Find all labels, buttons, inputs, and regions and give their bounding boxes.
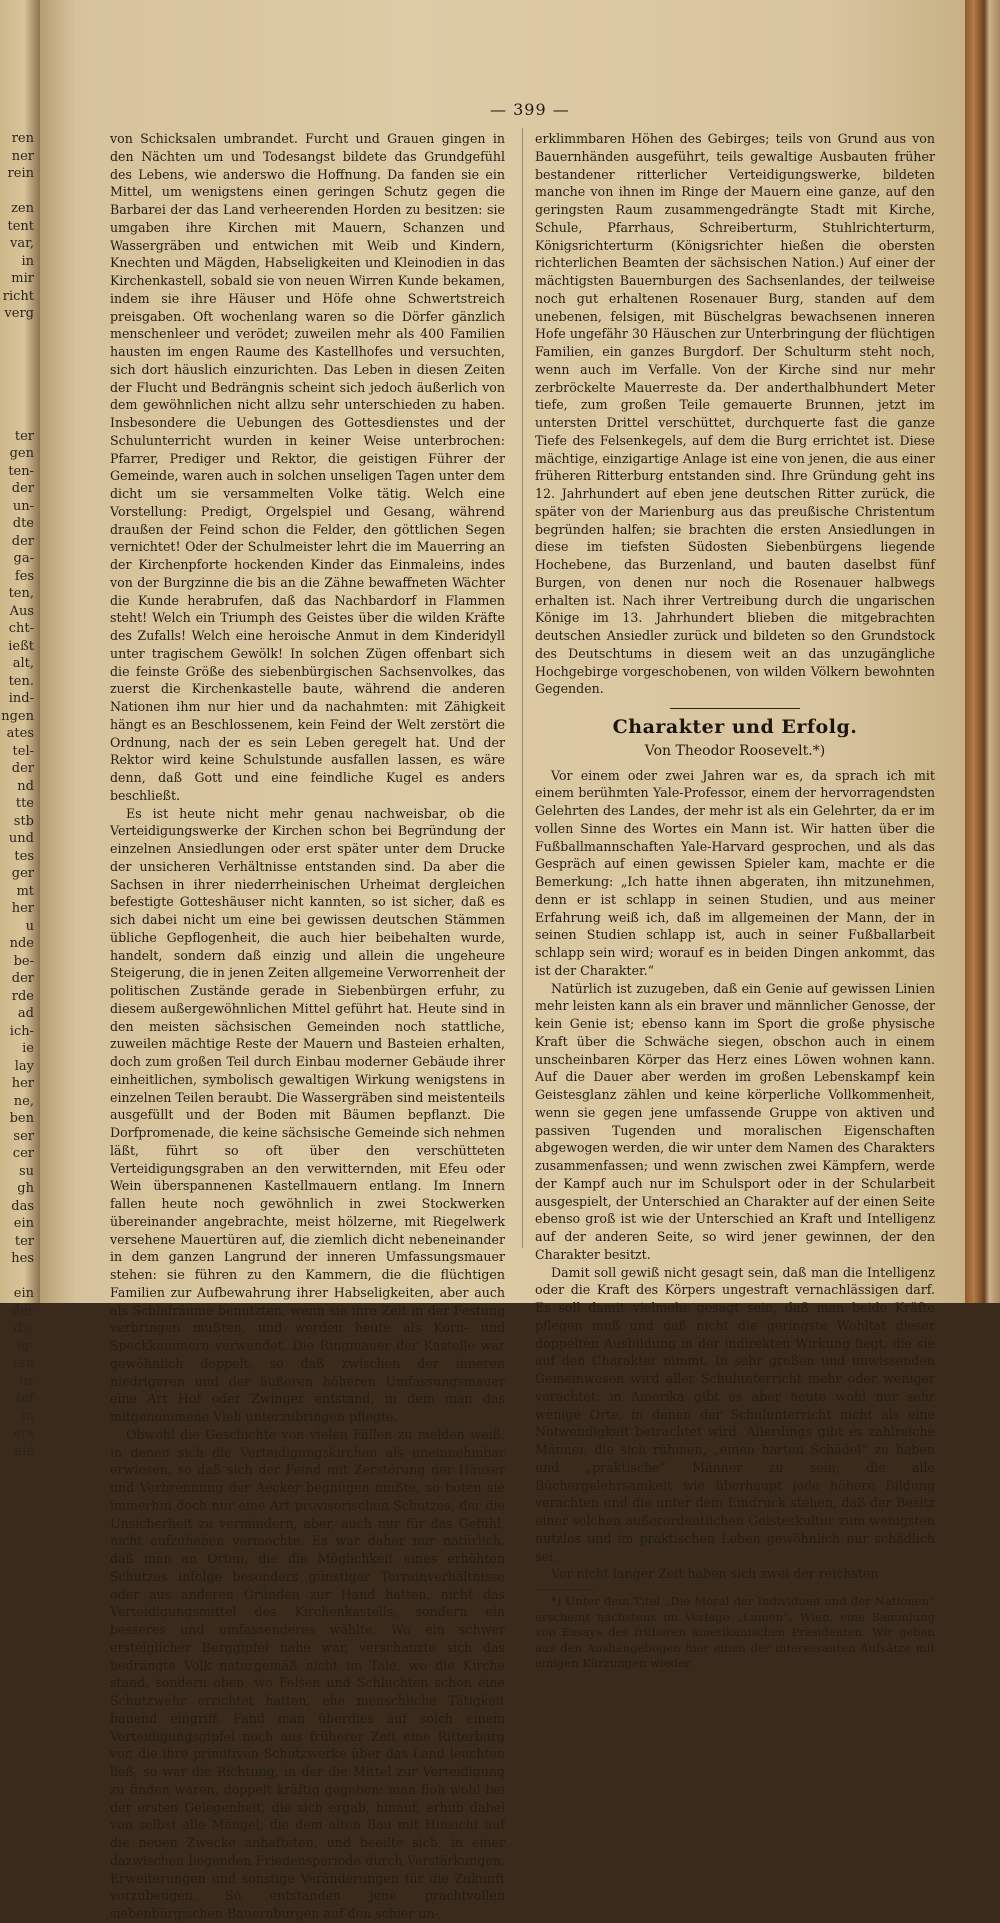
margin-fragment: ers [13,1426,34,1441]
margin-fragment: ie [22,1041,34,1056]
margin-fragment: u [25,918,34,934]
book-spine-edge [965,0,1000,1303]
margin-fragment: mt [16,883,34,899]
margin-fragment: ießt [8,638,34,654]
margin-fragment: cer [12,1146,34,1161]
margin-fragment [0,340,34,358]
margin-fragment: ren [11,131,34,146]
previous-page-margin-text [0,130,34,1459]
margin-fragment: be- [13,953,34,969]
left-paragraph-1: von Schicksalen umbrandet. Furcht und Grauen gingen in den Nächten um und Todesangst bildete das Grundgefühl des Lebens, wie anderswo die Hoffnung. Da fanden sie ein Mittel, um wenigstens einen geringen Schutz gegen die Barbarei der das Land verheerenden Horden zu besitzen: sie umgaben ihre Kirchen mit Mauern, Schanzen und Wassergräben und entwichen mit Weib und Kindern, Knechten und Mägden, Habseligkeiten und Kleinodien in das Kirchenkastell, sobald sie von neuen Wirren Kunde bekamen, indem sie ihre Häuser und Höfe ohne Schwertstreich preisgaben. Oft wochenlang waren so die Dörfer gänzlich menschenleer und verödet; zuweilen mehr als 400 Familien hausten im engen Raume des Kastellhofes und versuchten, sich dort häuslich einzurichten. Das Leben in diesen Zeiten der Flucht und Bedrängnis scheint sich jedoch äußerlich von dem gewöhnlichen nicht allzu sehr unterschieden zu haben. Insbesondere die Uebungen des Gottesdienstes und der Schulunterricht wurden in keiner Weise unterbrochen: Pfarrer, Prediger und Rektor, die geistigen Führer der Gemeinde, waren auch in solchen unseligen Tagen unter dem dicht um sie versammelten Volke tätig. Welch eine Vorstellung: Predigt, Orgelspiel und Gesang, während draußen der Feind schon die Felder, den göttlichen Segen vernichtet! Oder der Schulmeister lehrt die im Mauerring an der Kirchenpforte hockenden Kinder das Einmaleins, indes von der Burgzinne die bis an die Zähne bewaffneten Wächter die Kunde herabrufen, daß das Nachbardorf in Flammen steht! Welch ein Triumph des Geistes über die wilden Kräfte des Zufalls! Welch eine heroische Anmut in dem Kinderidyll unter tragischem Gewölk! In solchen Zügen offenbart sich die feinste Größe des siebenbürgischen Sachsenvolkes, das zuerst die Kirchenkastelle baute, während die anderen Nationen ihm nur hier und da nachahmten: mit Zähigkeit hängt es an Beschlossenem, kein Feind der Welt zerstört die Ordnung, nach der es sein Leben geregelt hat. Und der Rektor wird keine Schulstunde ausfallen lassen, es wäre denn, daß Gott und eine feindliche Kugel es anders beschließt. [110,131,505,803]
margin-fragment: ig- [17,1338,34,1354]
margin-fragment: ter [14,1233,34,1249]
margin-fragment: tes [14,848,34,864]
margin-fragment: ben [9,1111,34,1126]
margin-fragment: su [18,1163,34,1179]
margin-fragment: ten, [8,586,34,601]
left-paragraph-3: Obwohl die Geschichte von vielen Fällen zu melden weiß, in denen sich die Verteidigungskirchen als uneinnehmbar erwiesen, so daß sich der Feind mit Zerstörung der Häuser und Verbrennung der Aecker begnügen mußte, so boten sie immerhin doch nur eine Art provisorischen Schutzes, der die Unsicherheit zu vermindern, aber, auch nur für das Gefühl, nicht aufzuheben vermochte. Es war daher nur natürlich, daß man an Orten, die die Möglichkeit eines erhöhten Schutzes infolge besonders günstiger Terrainverhältnisse oder aus anderen Gründen zur Hand hatten, nicht das Verteidigungsmittel des Kirchenkastells, sondern ein besseres und umfassenderes wählte. Wo ein schwer ersteiglicher Berggipfel nahe war, verschanzte sich das bedrängte Volk naturgemäß nicht im Tale, wo die Kirche stand, sondern oben, wo Felsen und Schluchten schon eine Schutzwehr errichtet hatten, ehe menschliche Tätigkeit bauend eingriff. Fand man überdies auf solch einem Verteidigungsgipfel noch aus früherer Zeit eine Ritterburg vor, die ihre primitiven Schutzwerke über das Land leuchten ließ, so war die Richtung, in der die Mittel zur Verteidigung zu finden waren, doppelt kräftig gegeben: man floh wohl bei der ersten Gelegenheit, die sich ergab, hinauf, erhub dabei von selbst alle Mängel, die dem alten Bau mit Hinsicht auf die neuen Zwecke anhafteten, und beeilte sich, in einer dazwischen liegenden Friedensperiode durch Verstärkungen, Erweiterungen und sonstige Veränderungen für die Zukunft vorzubeugen. So entstanden jene prachtvollen siebenbürgischen Bauernburgen auf den schier un- [110,1426,505,1921]
margin-fragment: der [11,533,34,549]
margin-fragment: ger [11,866,34,881]
margin-fragment: cht- [8,621,34,636]
margin-fragment: das [11,1198,34,1214]
margin-fragment: der [11,1303,34,1319]
margin-fragment: ich- [9,1023,34,1039]
margin-fragment: ur [19,1373,34,1389]
margin-fragment: stb [13,813,34,829]
right-paragraph-continued: erklimmbaren Höhen des Gebirges; teils von Grund aus von Bauernhänden ausgeführt, teils gewaltige Ausbauten früher bestandener ritterlicher Verteidigungswerke, bildeten manche von ihnen im Ringe der Mauern eine ganze, auf den geringsten Raum zusammengedrängte Stadt mit Kirche, Schule, Pfarrhaus, Schreiberturm, Stuhlrichterturm, Königsrichterturm (Königsrichter hießen die obersten richterlichen Beamten der sächsischen Nation.) Auf einer der mächtigsten Bauernburgen des Sachsenlandes, der teilweise noch gut erhaltenen Rosenauer Burg, standen auf dem unebenen, felsigen, mit Büschelgras bewachsenen inneren Hofe ungefähr 30 Häuschen zur Unterbringung der flüchtigen Familien, ein ganzes Burgdorf. Der Schulturm steht noch, wenn auch im Verfalle. Von der Kirche sind nur mehr zerbröckelte Mauerreste da. Der anderthalbhundert Meter tiefe, zum großen Teile gemauerte Brunnen, jetzt im untersten Drittel verschüttet, durchquerte fast die ganze Tiefe des Felsenkegels, auf dem die Burg errichtet ist. Diese mächtige, einzigartige Anlage ist eine von jenen, die aus einer früheren Ritterburg entstanden sind. Ihre Gründung geht ins 12. Jahrhundert auf eben jene deutschen Ritter zurück, die später von der Marienburg aus das preußische Christentum begründen halfen; sie brachten die ersten Ansiedlungen in diese im tiefsten Südosten Siebenbürgens liegende Hochebene, das Burzenland, und bauten daselbst fünf Burgen, von denen nur noch die Rosenauer halbwegs erhalten ist. Nach ihrer Vertreibung durch die ungarischen Könige im 13. Jahrhundert blieben die mitgebrachten deutschen Ansiedler zurück und bildeten so den Grundstock des Deutschtums in diesem weit an das unzugängliche Hochgebirge vorgeschobenen, von wilden Völkern bewohnten Gegenden. [535,131,935,697]
margin-fragment: her [11,901,34,916]
margin-fragment: ner [11,148,34,164]
page-number: — 399 — [490,100,570,119]
margin-fragment: ten. [8,673,34,689]
left-column [110,130,505,1923]
margin-fragment: in [21,253,34,269]
margin-fragment: ser [13,1128,34,1144]
margin-fragment: mir [11,271,34,286]
margin-fragment: ten- [8,463,34,479]
left-paragraph-2: Es ist heute nicht mehr genau nachweisbar, ob die Verteidigungswerke der Kirchen schon bei Begründung der einzelnen Ansiedlungen oder erst später unter dem Drucke der unsicheren Verhältnisse entstanden sind. Da aber die Sachsen in ihrer niederrheinischen Urheimat dergleichen befestigte Gotteshäuser nicht kannten, so ist sicher, daß es sich dabei nicht um eine bei gewissen deutschen Stämmen übliche Gepflogenheit, die auch hier beibehalten wurde, handelt, sondern daß einzig und allein die ungeheure Steigerung, die in jenen Zeiten allgemeine Verworrenheit der politischen Zustände gerade in Siebenbürgen erfuhr, zu diesem außergewöhnlichen Mittel geführt hat. Heute sind in den meisten sächsischen Gemeinden noch stattliche, zuweilen mächtige Reste der Mauern und Basteien erhalten, doch zum großen Teil durch Einbau moderner Gebäude ihrer einheitlichen, symbolisch gewaltigen Wirkung wenigstens in einzelnen Teilen beraubt. Die Wassergräben sind meistenteils ausgefüllt und der Boden mit Bäumen bepflanzt. Die Dorfpromenade, die keine sächsische Gemeinde sich nehmen läßt, führt so oft über den verschütteten Verteidigungsgraben an den verwitternden, mit Efeu oder Wein überspannenen Kastellmauern entlang. Im Innern fallen heute noch gewöhnlich in zwei Stockwerken übereinander angebrachte, meist hölzerne, mit Riegelwerk versehene Mauertüren auf, die ziemlich dicht nebeneinander in dem ganzen Langrund der inneren Umfassungsmauer stehen: sie führen zu den Kammern, die die flüchtigen Familien zur Aufbewahrung ihrer Habseligkeiten, aber auch als Schlafräume benutzten, wenn sie ihre Zeit in der Festung verbringen mußten, und werden heute als Korn- und Speckkammern verwendet. Die Ringmauer der Kastelle war gewöhnlich doppelt, so daß zwischen der inneren niedrigeren und der äußeren höheren Umfassungsmauer eine Art Hof oder Zwinger entstand, in dem man das mitgenommene Vieh unterzubringen pflegte. [110,805,505,1424]
margin-fragment: tef [16,1391,34,1406]
margin-fragment: lay [14,1058,34,1074]
margin-fragment [0,323,34,341]
margin-fragment: ter [14,428,34,444]
margin-fragment: dte [12,516,34,531]
margin-fragment: ad [17,1006,34,1021]
margin-fragment: un- [12,498,34,514]
margin-fragment: nde [9,936,34,951]
margin-fragment: her [11,1076,34,1091]
margin-fragment: rein [7,166,34,181]
margin-fragment: alt, [12,656,34,671]
article-paragraph-2: Natürlich ist zuzugeben, daß ein Genie auf gewissen Linien mehr leisten kann als ein braver und männlicher Genosse, der kein Genie ist; ebenso kann im Sport die große physische Kraft über die Schwäche siegen, obschon auch in einem unscheinbaren Körper das Herz eines Löwen wohnen kann. Auf die Dauer aber werden im großen Lebenskampf kein Geistesglanz zählen und keine körperliche Vollkommenheit, wenn sie gegen jene umfassende Gruppe von aktiven und passiven Tugenden und moralischen Eigenschaften abgewogen werden, die wir unter dem Namen des Charakters zusammenfassen; und wenn zwischen zwei Kämpfern, werde der Kampf auch nur im Schulsport oder in der Schularbeit ausgespielt, der Unterschied an Charakter auf der einen Seite ebenso groß ist wie der Unterschied an Kraft und Intelligenz auf der anderen Seite, so wird jener gewinnen, der den Charakter besitzt. [535,980,935,1262]
margin-fragment: ein [13,1216,34,1231]
margin-fragment: zen [11,201,34,216]
margin-fragment: ne, [13,1093,34,1109]
margin-fragment: ten [12,1356,34,1371]
right-column [535,130,935,1672]
margin-fragment: hes [11,1251,34,1266]
margin-fragment: ngen [1,708,34,724]
margin-fragment: verg [4,306,34,321]
margin-fragment: ates [6,726,34,741]
margin-fragment: ind- [8,691,34,706]
footnote [535,1594,935,1672]
article-title: Charakter und Erfolg. [612,716,858,738]
margin-fragment: der [11,971,34,986]
margin-fragment [0,1268,34,1286]
margin-fragment: tent [7,218,34,234]
margin-fragment: in [21,1408,34,1424]
section-rule [670,708,800,709]
footnote-rule [535,1589,595,1590]
margin-fragment: nd [17,778,34,794]
margin-fragment: ga- [13,551,34,566]
margin-fragment: gen [9,446,34,461]
article-author: Von Theodor Roosevelt.*) [644,742,826,759]
margin-fragment: fes [14,568,34,584]
margin-fragment: und [8,831,34,846]
article-paragraph-4: Vor nicht langer Zeit haben sich zwei der reichsten [551,1566,879,1582]
footnote-text: *) Unter dem Titel „Die Moral der Individuen und der Nationen“ erscheint nächstens im Verlage „Lumen“, Wien, eine Sammlung von Essays des früheren amerikanischen Präsidenten. Wir geben aus den Aushängebogen hier einen der interessanten Aufsätze mit einigen Kürzungen wieder. [535,1594,935,1670]
margin-fragment: die [13,1321,34,1336]
article-paragraph-1: Vor einem oder zwei Jahren war es, da sprach ich mit einem berühmten Yale-Professor, einem der hervorragendsten Gelehrten des Landes, der mehr ist als ein Gelehrter, da er im vollen Sinne des Wortes ein Mann ist. Wir hatten über die Fußballmannschaften Yale-Harvard gesprochen, und als das Gespräch auf einen gewissen Spieler kam, machte er die Bemerkung: „Ich hatte ihnen abgeraten, ihn mitzunehmen, denn er ist schlapp in seinen Studien, und aus meiner Erfahrung weiß ich, daß im allgemeinen der Mann, der in seinen Studien schlapp ist, auch in seiner Fußballarbeit schlapp sein wird; worauf es in beiden Dingen ankommt, das ist der Charakter.“ [535,767,935,978]
margin-fragment: Aus [9,603,34,619]
margin-fragment: ein [13,1286,34,1301]
column-divider [522,128,523,1248]
margin-fragment [0,183,34,201]
book-page [40,0,965,1921]
margin-fragment: richt [2,288,34,304]
margin-fragment: der [11,481,34,496]
article-paragraph-3: Damit soll gewiß nicht gesagt sein, daß man die Intelligenz oder die Kraft des Körpers ungestraft vernachlässigen darf. Es soll damit vielmehr gesagt sein, daß man beide Kräfte pflegen muß und daß nicht die geringste Wohltat dieser doppelten Ausbildung in der indirekten Wirkung liegt, die sie auf den Charakter nimmt. In sehr großen und unwissenden Gemeinwesen wird aller Schulunterricht mehr oder weniger verachtet; in Amerika gibt es aber heute wohl nur sehr wenige Orte, in denen der Schulunterricht nicht als eine Notwendigkeit betrachtet wird. Allerdings gibt es zahlreiche Männer, die sich rühmen, „einen harten Schädel“ zu haben und „praktische“ Männer zu sein, die alle Büchergelehrsamkeit wie überhaupt jede höhere Bildung verachten und die unter dem Eindruck stehen, daß der Besitz einer solchen außerordentlichen Geisteskultur zum wenigsten nutzlos und im praktischen Leben gewöhnlich nur schädlich sei. [535,1264,935,1564]
margin-fragment: rde [11,988,34,1004]
margin-fragment: tte [15,796,34,811]
margin-fragment [0,375,34,393]
margin-fragment [0,358,34,376]
margin-fragment: gh [17,1181,34,1196]
margin-fragment [0,410,34,428]
margin-fragment: tel- [12,743,34,759]
margin-fragment: var, [9,236,34,251]
margin-fragment: der [11,761,34,776]
margin-fragment [0,393,34,411]
margin-fragment: ale [14,1443,34,1459]
